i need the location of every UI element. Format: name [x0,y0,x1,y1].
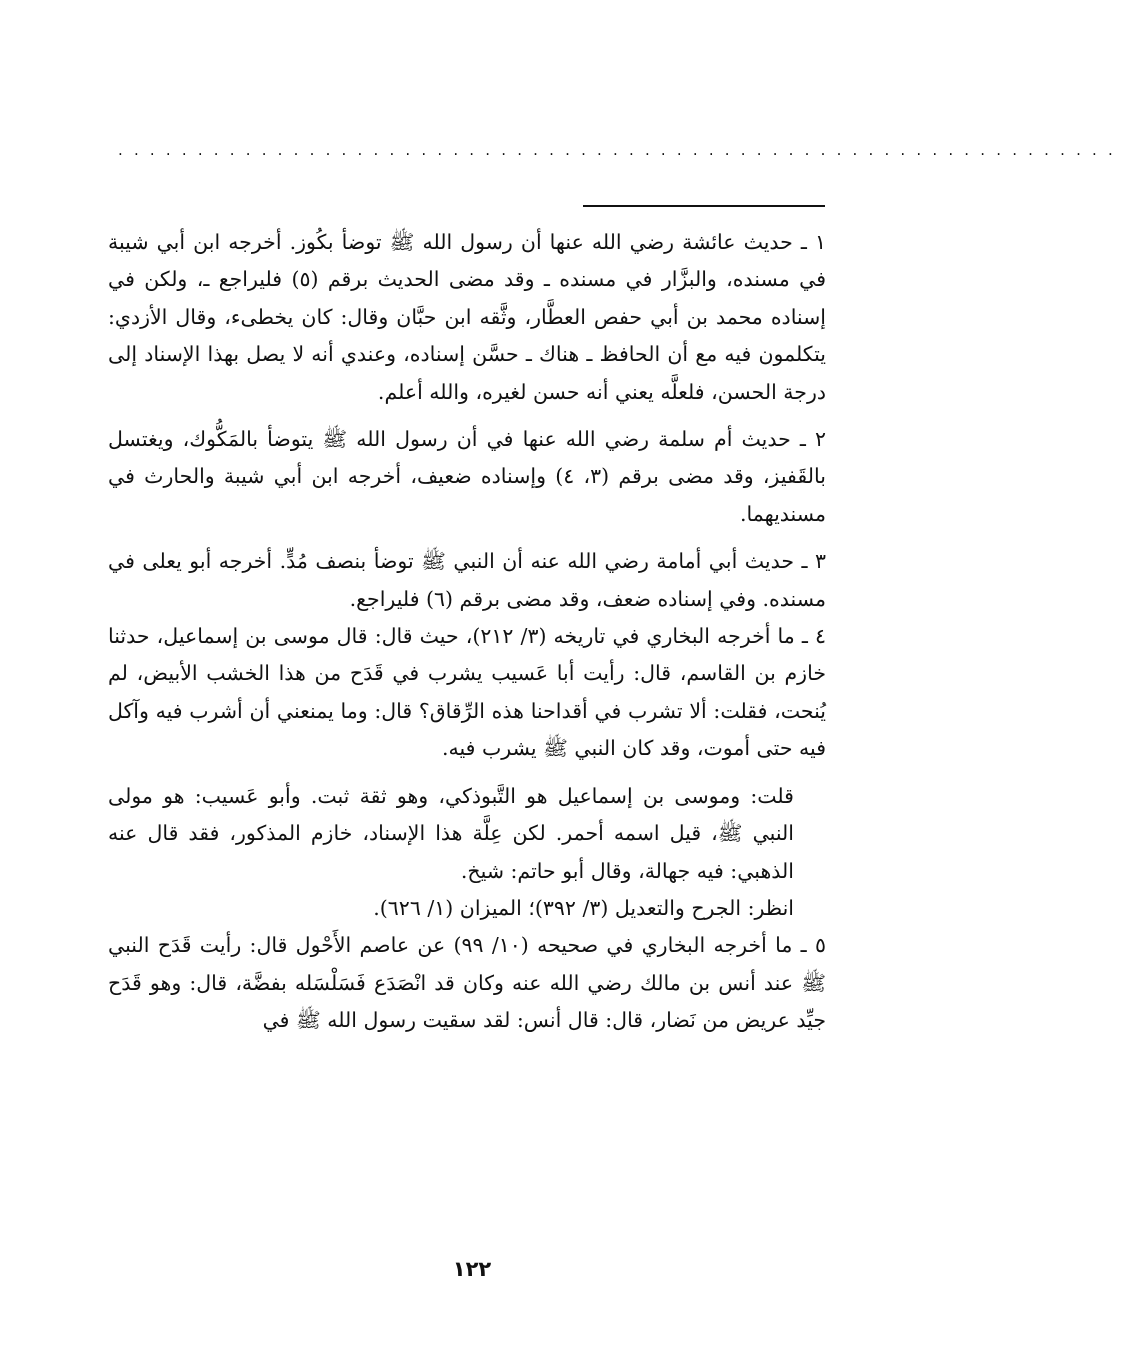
page-number: ١٢٢ [452,1257,492,1281]
note-paragraph-4-comment: قلت: وموسى بن إسماعيل هو التَّبوذكي، وهو ثقة ثبت. وأبو عَسيب: هو مولى النبي ﷺ، قيل اسمه أحمر. لكن عِلَّة هذا الإسناد، خازم المذكور، فقد قال عنه الذهبي: فيه جهالة، وقال أبو حاتم: شيخ. [108,783,794,883]
note-paragraph-5: ٥ ـ ما أخرجه البخاري في صحيحه (١٠/ ٩٩) عن عاصم الأَحْول قال: رأيت قَدَح النبي ﷺ عند أنس بن مالك رضي الله عنه وكان قد انْصَدَع فَسَلْسَله بفضَّة، قال: وهو قَدَح جيِّد عريض من نَضار، قال: قال أنس: لقد سقيت رسول الله ﷺ في [108,933,826,1033]
dotted-separator: ............................................................... [118,141,1124,159]
note-paragraph-4-reference: انظر: الجرح والتعديل (٣/ ٣٩٢)؛ الميزان (١/ ٦٢٦). [373,895,794,920]
note-paragraph-3: ٣ ـ حديث أبي أمامة رضي الله عنه أن النبي ﷺ توضأ بنصف مُدٍّ. أخرجه أبو يعلى في مسنده. وفي إسناده ضعف، وقد مضى برقم (٦) فليراجع. [108,549,826,611]
note-paragraph-2: ٢ ـ حديث أم سلمة رضي الله عنها في أن رسول الله ﷺ يتوضأ بالمَكُّوك، ويغتسل بالقَفيز، وقد مضى برقم (٣، ٤) وإسناده ضعيف، أخرجه ابن أبي شيبة والحارث في مسنديهما. [108,427,826,526]
note-paragraph-1: ١ ـ حديث عائشة رضي الله عنها أن رسول الله ﷺ توضأ بكُوز. أخرجه ابن أبي شيبة في مسنده، والبزَّار في مسنده ـ وقد مضى الحديث برقم (٥) فليراجع ـ، ولكن في إسناده محمد بن أبي حفص العطَّار، وثَّقه ابن حبَّان وقال: كان يخطىء، وقال الأزدي: يتكلمون فيه مع أن الحافظ ـ هناك ـ حسَّن إسناده، وعندي أنه لا يصل بهذا الإسناد إلى درجة الحسن، فلعلَّه يعني أنه حسن لغيره، والله أعلم. [108,230,826,404]
note-paragraph-4: ٤ ـ ما أخرجه البخاري في تاريخه (٣/ ٢١٢)، حيث قال: قال موسى بن إسماعيل، حدثنا خازم بن القاسم، قال: رأيت أبا عَسيب يشرب في قَدَح من هذا الخشب الأبيض، لم يُنحت، فقلت: ألا تشرب في أقداحنا هذه الرِّقاق؟ قال: وما يمنعني أن أشرب فيه وآكل فيه حتى أموت، وقد كان النبي ﷺ يشرب فيه. [108,624,826,761]
page-body [108,224,826,1040]
footnote-rule [583,205,825,207]
